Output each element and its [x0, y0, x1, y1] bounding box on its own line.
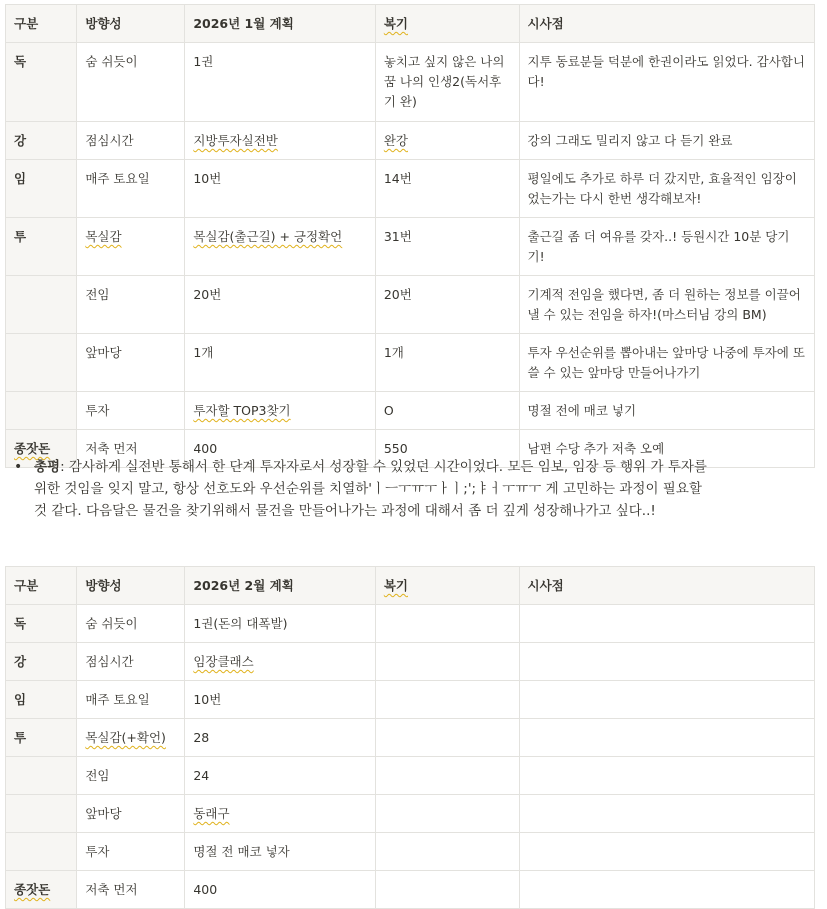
header-direction[interactable]: 방향성 — [77, 5, 185, 43]
row-direction[interactable]: 매주 토요일 — [77, 681, 185, 719]
row-category[interactable]: 임 — [6, 681, 77, 719]
row-plan[interactable]: 20번 — [185, 276, 376, 334]
row-review[interactable]: 완강 — [375, 122, 519, 160]
row-insight[interactable]: 남편 수당 추가 저축 오예 — [519, 430, 815, 468]
row-plan[interactable]: 28 — [185, 719, 376, 757]
row-review[interactable] — [375, 605, 519, 643]
row-plan[interactable]: 24 — [185, 757, 376, 795]
table-row — [6, 871, 815, 909]
row-plan[interactable]: 동래구 — [185, 795, 376, 833]
row-category[interactable]: 투 — [6, 719, 77, 757]
header-category[interactable]: 구분 — [6, 567, 77, 605]
row-direction[interactable]: 점심시간 — [77, 643, 185, 681]
row-review[interactable]: 550 — [375, 430, 519, 468]
row-insight[interactable] — [519, 757, 815, 795]
row-category[interactable] — [6, 795, 77, 833]
row-review[interactable] — [375, 719, 519, 757]
row-review[interactable]: 31번 — [375, 218, 519, 276]
row-plan[interactable]: 400 — [185, 871, 376, 909]
table-row — [6, 795, 815, 833]
table-row — [6, 833, 815, 871]
row-review[interactable]: 놓치고 싶지 않은 나의 꿈 나의 인생2(독서후기 완) — [375, 43, 519, 122]
row-category[interactable] — [6, 276, 77, 334]
row-category[interactable]: 종잣돈 — [6, 430, 77, 468]
header-review[interactable]: 복기 — [375, 5, 519, 43]
row-insight[interactable]: 기계적 전임을 했다면, 좀 더 원하는 정보를 이끌어낼 수 있는 전임을 하자!(마스터님 강의 BM) — [519, 276, 815, 334]
header-category[interactable]: 구분 — [6, 5, 77, 43]
table-row — [6, 392, 815, 430]
table-row — [6, 160, 815, 218]
row-plan[interactable]: 10번 — [185, 681, 376, 719]
table-row — [6, 757, 815, 795]
row-direction[interactable]: 점심시간 — [77, 122, 185, 160]
row-direction[interactable]: 매주 토요일 — [77, 160, 185, 218]
header-insight[interactable]: 시사점 — [519, 567, 815, 605]
row-direction[interactable]: 전임 — [77, 757, 185, 795]
row-category[interactable]: 투 — [6, 218, 77, 276]
summary-bullet-item[interactable] — [14, 456, 714, 522]
row-review[interactable] — [375, 795, 519, 833]
row-insight[interactable]: 강의 그래도 밀리지 않고 다 듣기 완료 — [519, 122, 815, 160]
row-insight[interactable] — [519, 833, 815, 871]
row-plan[interactable]: 1개 — [185, 334, 376, 392]
plan-table-february — [5, 566, 815, 909]
row-plan[interactable]: 임장클래스 — [185, 643, 376, 681]
row-direction[interactable]: 숨 쉬듯이 — [77, 43, 185, 122]
table-row — [6, 122, 815, 160]
row-direction[interactable]: 투자 — [77, 392, 185, 430]
table-row — [6, 605, 815, 643]
row-direction[interactable]: 앞마당 — [77, 795, 185, 833]
row-insight[interactable] — [519, 795, 815, 833]
row-review[interactable]: 20번 — [375, 276, 519, 334]
row-plan[interactable]: 10번 — [185, 160, 376, 218]
table-row — [6, 218, 815, 276]
row-direction[interactable]: 저축 먼저 — [77, 430, 185, 468]
row-insight[interactable] — [519, 871, 815, 909]
row-direction[interactable]: 목실감 — [77, 218, 185, 276]
row-category[interactable]: 독 — [6, 43, 77, 122]
table-row — [6, 43, 815, 122]
row-review[interactable] — [375, 871, 519, 909]
row-review[interactable]: 1개 — [375, 334, 519, 392]
row-insight[interactable] — [519, 605, 815, 643]
row-plan[interactable]: 지방투자실전반 — [185, 122, 376, 160]
header-plan[interactable]: 2026년 2월 계획 — [185, 567, 376, 605]
row-insight[interactable]: 투자 우선순위를 뽑아내는 앞마당 나중에 투자에 또 쓸 수 있는 앞마당 만들어나가기 — [519, 334, 815, 392]
row-direction[interactable]: 전임 — [77, 276, 185, 334]
row-category[interactable]: 종잣돈 — [6, 871, 77, 909]
table-row — [6, 719, 815, 757]
row-plan[interactable]: 목실감(출근길) + 긍정확언 — [185, 218, 376, 276]
row-plan[interactable]: 명절 전 매코 넣자 — [185, 833, 376, 871]
summary-label: 총평 — [34, 459, 61, 475]
header-insight[interactable]: 시사점 — [519, 5, 815, 43]
row-category[interactable]: 독 — [6, 605, 77, 643]
row-category[interactable] — [6, 757, 77, 795]
row-review[interactable]: 14번 — [375, 160, 519, 218]
row-direction[interactable]: 저축 먼저 — [77, 871, 185, 909]
row-direction[interactable]: 투자 — [77, 833, 185, 871]
row-insight[interactable] — [519, 719, 815, 757]
row-insight[interactable]: 지투 동료분들 덕분에 한권이라도 읽었다. 감사합니다! — [519, 43, 815, 122]
table-header-row — [6, 567, 815, 605]
plan-table-january — [5, 4, 815, 468]
row-review[interactable] — [375, 643, 519, 681]
row-direction[interactable]: 숨 쉬듯이 — [77, 605, 185, 643]
row-review[interactable] — [375, 833, 519, 871]
row-direction[interactable]: 앞마당 — [77, 334, 185, 392]
row-insight[interactable]: 명절 전에 매코 넣기 — [519, 392, 815, 430]
summary-text — [34, 456, 714, 522]
table-row — [6, 681, 815, 719]
row-category[interactable] — [6, 392, 77, 430]
row-insight[interactable]: 평일에도 추가로 하루 더 갔지만, 효율적인 임장이었는가는 다시 한번 생각해보자! — [519, 160, 815, 218]
row-category[interactable]: 임 — [6, 160, 77, 218]
row-plan[interactable]: 1권 — [185, 43, 376, 122]
row-category[interactable] — [6, 833, 77, 871]
row-insight[interactable] — [519, 681, 815, 719]
row-category[interactable]: 강 — [6, 643, 77, 681]
summary-body: : 감사하게 실전반 통해서 한 단계 투자자로서 성장할 수 있었던 시간이었다. 모든 임보, 임장 등 행위 가 투자를 위한 것임을 잊지 말고, 항상 선호도와 우선순위를 치열하'ㅣㅡㅜㅠㅜㅏㅣ;';ㅑㅓㅜㅠㅜ 게 고민하는 과정이 필요할 것 같다. 다음달은 물건을 찾기위해서 물건을 만들어나가는 과정에 대해서 좀 더 깊게 성장해나가고 싶다..! — [34, 459, 707, 519]
bullet-icon: • — [14, 459, 23, 475]
header-review[interactable]: 복기 — [375, 567, 519, 605]
row-plan[interactable]: 투자할 TOP3찾기 — [185, 392, 376, 430]
row-plan[interactable]: 400 — [185, 430, 376, 468]
row-category[interactable] — [6, 334, 77, 392]
table-row — [6, 334, 815, 392]
row-category[interactable]: 강 — [6, 122, 77, 160]
header-plan[interactable]: 2026년 1월 계획 — [185, 5, 376, 43]
row-review[interactable] — [375, 757, 519, 795]
table-header-row — [6, 5, 815, 43]
row-review[interactable] — [375, 681, 519, 719]
row-insight[interactable]: 출근길 좀 더 여유를 갖자..! 등원시간 10분 당기기! — [519, 218, 815, 276]
row-review[interactable]: O — [375, 392, 519, 430]
header-direction[interactable]: 방향성 — [77, 567, 185, 605]
table-row — [6, 643, 815, 681]
row-plan[interactable]: 1권(돈의 대폭발) — [185, 605, 376, 643]
table-row — [6, 276, 815, 334]
row-direction[interactable]: 목실감(+확언) — [77, 719, 185, 757]
row-insight[interactable] — [519, 643, 815, 681]
